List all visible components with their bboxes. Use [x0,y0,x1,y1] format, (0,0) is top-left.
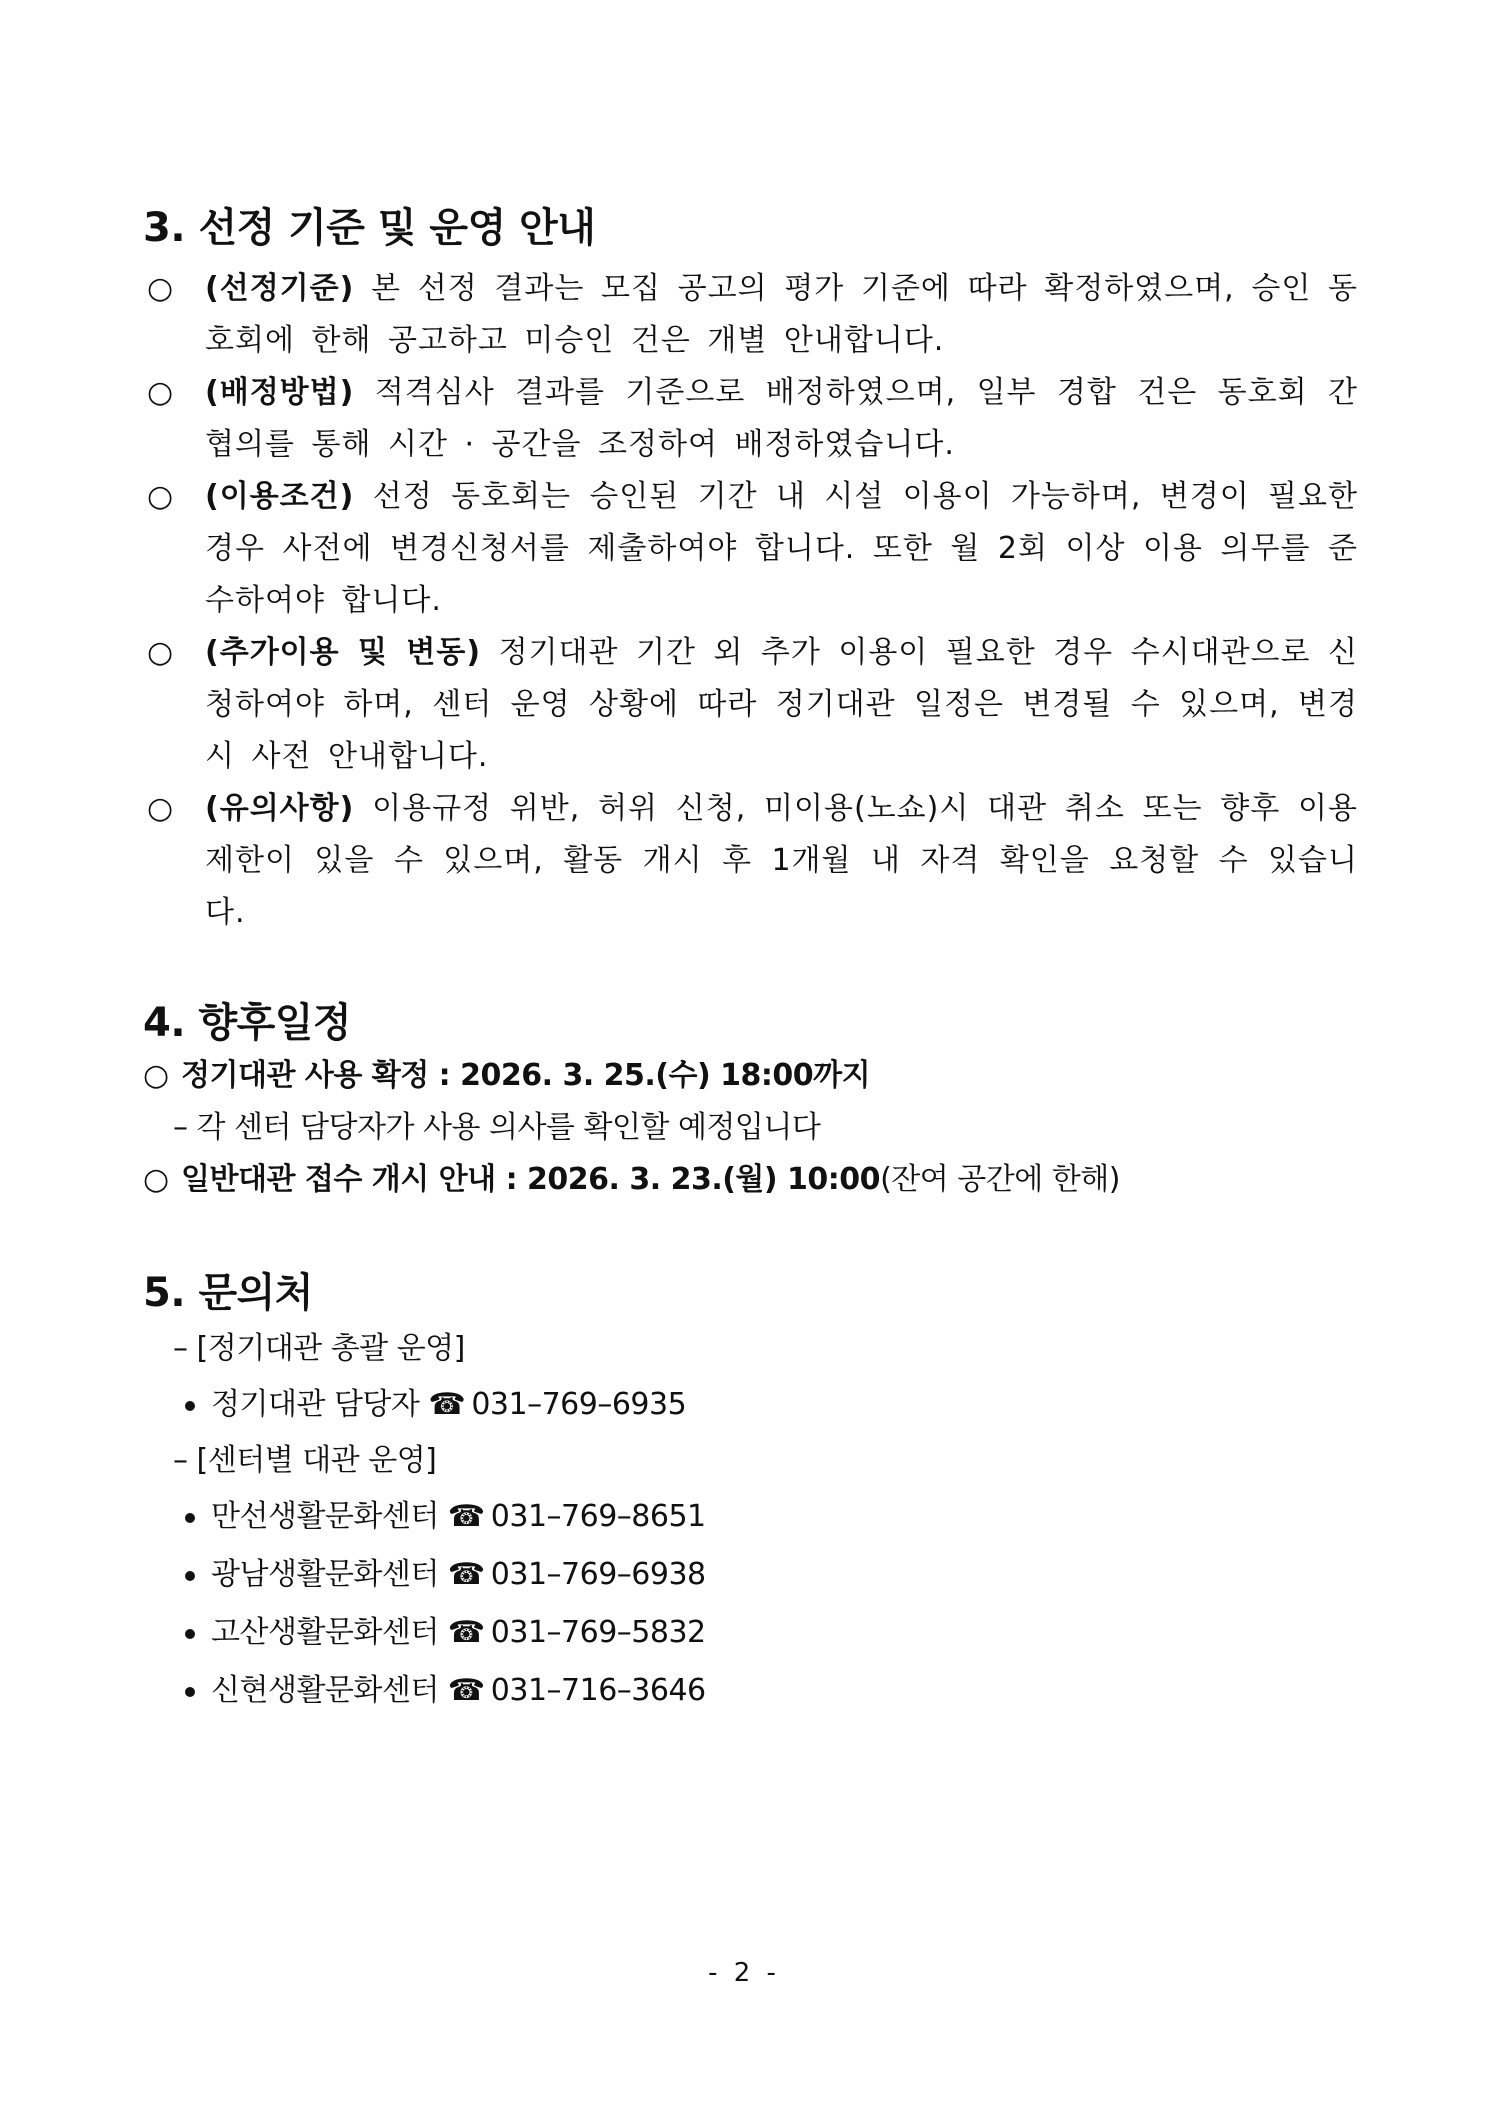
contact-name: 광남생활문화센터 [211,1557,439,1592]
item-label: (추가이용 및 변동) [205,635,482,670]
schedule-line-confirm [143,1050,1358,1102]
schedule-subnote: – 각 센터 담당자가 사용 의사를 확인할 예정입니다 [173,1110,821,1145]
bullet-dot-icon [185,1629,195,1639]
contact-name: 정기대관 담당자 [211,1387,420,1422]
item-label: (선정기준) [205,271,355,306]
item-text: 이용규정 위반, 허위 신청, 미이용(노쇼)시 대관 취소 또는 향후 이용 제한이 있을 수 있으며, 활동 개시 후 1개월 내 자격 확인을 요청할 수 있습니다. [205,791,1358,930]
section-selection-criteria [143,203,1358,939]
section-schedule [143,998,1358,1206]
section-heading: 3. 선정 기준 및 운영 안내 [143,205,596,251]
bullet-dot-icon [185,1571,195,1581]
contact-name: 만선생활문화센터 [211,1499,439,1534]
circle-bullet-icon: ○ [143,1058,169,1093]
schedule-text: 정기대관 사용 확정 : 2026. 3. 25.(수) 18:00까지 [181,1058,871,1093]
bullet-dot-icon [185,1401,195,1411]
section-heading: 4. 향후일정 [143,1000,352,1046]
circle-bullet-icon: ○ [147,635,175,670]
contact-item [143,1662,1358,1720]
item-text: 본 선정 결과는 모집 공고의 평가 기준에 따라 확정하였으며, 승인 동호회에 한해 공고하고 미승인 건은 개별 안내합니다. [205,271,1358,358]
schedule-note: (잔여 공간에 한해) [880,1162,1120,1197]
criteria-item [143,783,1358,939]
item-text: 선정 동호회는 승인된 기간 내 시설 이용이 가능하며, 변경이 필요한 경우 사전에 변경신청서를 제출하여야 합니다. 또한 월 2회 이상 이용 의무를 준수하여야 합니다. [205,479,1358,618]
contact-item [143,1376,1358,1434]
phone-icon: ☎ [447,1673,485,1708]
schedule-line-general [143,1154,1358,1206]
criteria-item [143,471,1358,627]
section-heading: 5. 문의처 [143,1270,313,1316]
contact-phone: 031–769–6938 [490,1557,706,1592]
contact-phone: 031–769–5832 [490,1615,706,1650]
phone-icon: ☎ [447,1615,485,1650]
circle-bullet-icon: ○ [143,1162,169,1197]
circle-bullet-icon: ○ [147,479,175,514]
circle-bullet-icon: ○ [147,375,175,410]
item-label: (이용조건) [205,479,355,514]
item-label: (배정방법) [205,375,355,410]
section-contacts [143,1268,1358,1720]
contact-phone: 031–769–8651 [490,1499,706,1534]
bullet-dot-icon [185,1513,195,1523]
phone-icon: ☎ [428,1387,466,1422]
page-number: - 2 - [708,1958,780,1988]
contact-name: 고산생활문화센터 [211,1615,439,1650]
schedule-text: 일반대관 접수 개시 안내 : 2026. 3. 23.(월) 10:00 [181,1162,881,1197]
item-text: 정기대관 기간 외 추가 이용이 필요한 경우 수시대관으로 신청하여야 하며, 센터 운영 상황에 따라 정기대관 일정은 변경될 수 있으며, 변경 시 사전 안내합니다. [205,635,1358,774]
circle-bullet-icon: ○ [147,791,175,826]
contact-item [143,1546,1358,1604]
criteria-item [143,263,1358,367]
phone-icon: ☎ [447,1557,485,1592]
circle-bullet-icon: ○ [147,271,175,306]
criteria-item [143,367,1358,471]
item-text: 적격심사 결과를 기준으로 배정하였으며, 일부 경합 건은 동호회 간 협의를 통해 시간 · 공간을 조정하여 배정하였습니다. [205,375,1358,462]
criteria-item [143,627,1358,783]
phone-icon: ☎ [447,1499,485,1534]
bullet-dot-icon [185,1687,195,1697]
contact-phone: 031–716–3646 [490,1673,706,1708]
contact-group-title: – [정기대관 총괄 운영] [173,1331,465,1366]
contact-item [143,1488,1358,1546]
contact-phone: 031–769–6935 [471,1387,687,1422]
contact-group-title: – [센터별 대관 운영] [173,1443,437,1478]
contact-name: 신현생활문화센터 [211,1673,439,1708]
item-label: (유의사항) [205,791,355,826]
contact-item [143,1604,1358,1662]
